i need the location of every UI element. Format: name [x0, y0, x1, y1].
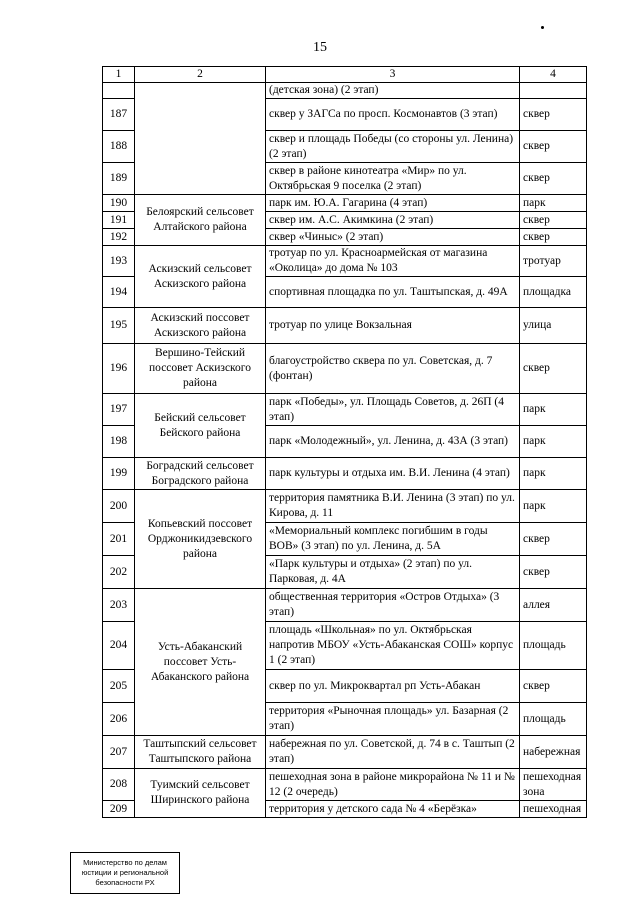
row-number: 195: [103, 308, 135, 344]
municipality-cell: Аскизский сельсовет Аскизского района: [135, 246, 266, 308]
table-row: [103, 83, 587, 99]
table-row: [103, 195, 587, 212]
row-number: 205: [103, 670, 135, 703]
row-number: 189: [103, 163, 135, 195]
row-number: 207: [103, 736, 135, 769]
type-cell: площадь: [520, 703, 587, 736]
row-number: 192: [103, 229, 135, 246]
row-number: 198: [103, 426, 135, 458]
row-number: 200: [103, 490, 135, 523]
object-cell: парк им. Ю.А. Гагарина (4 этап): [266, 195, 520, 212]
type-cell: парк: [520, 426, 587, 458]
table-row: [103, 308, 587, 344]
page-number: 15: [313, 40, 327, 55]
object-cell: территория «Рыночная площадь» ул. Базарная (2 этап): [266, 703, 520, 736]
row-number: 191: [103, 212, 135, 229]
table-row: [103, 246, 587, 277]
row-number: 206: [103, 703, 135, 736]
object-cell: сквер по ул. Микроквартал рп Усть-Абакан: [266, 670, 520, 703]
row-number: 188: [103, 131, 135, 163]
municipality-cell: Белоярский сельсовет Алтайского района: [135, 195, 266, 246]
object-cell: спортивная площадка по ул. Таштыпская, д. 49А: [266, 277, 520, 308]
object-cell: территория у детского сада № 4 «Берёзка»: [266, 801, 520, 818]
type-cell: парк: [520, 490, 587, 523]
type-cell: парк: [520, 458, 587, 490]
municipality-cell: Усть-Абаканский поссовет Усть-Абаканского района: [135, 589, 266, 736]
object-cell: «Мемориальный комплекс погибшим в годы ВОВ» (3 этап) по ул. Ленина, д. 5А: [266, 523, 520, 556]
type-cell: пешеходная: [520, 801, 587, 818]
object-cell: общественная территория «Остров Отдыха» (3 этап): [266, 589, 520, 622]
type-cell: сквер: [520, 344, 587, 394]
object-cell: площадь «Школьная» по ул. Октябрьская напротив МБОУ «Усть-Абаканская СОШ» корпус 1 (2 этап): [266, 622, 520, 670]
municipality-cell: Туимский сельсовет Ширинского района: [135, 769, 266, 818]
object-cell: «Парк культуры и отдыха» (2 этап) по ул. Парковая, д. 4А: [266, 556, 520, 589]
object-cell: сквер в районе кинотеатра «Мир» по ул. Октябрьская 9 поселка (2 этап): [266, 163, 520, 195]
object-cell: (детская зона) (2 этап): [266, 83, 520, 99]
row-number: 204: [103, 622, 135, 670]
objects-table: [102, 66, 587, 818]
object-cell: парк «Молодежный», ул. Ленина, д. 43А (3 этап): [266, 426, 520, 458]
header-col-2: 2: [135, 67, 266, 83]
type-cell: парк: [520, 195, 587, 212]
municipality-cell: Аскизский поссовет Аскизского района: [135, 308, 266, 344]
object-cell: тротуар по ул. Красноармейская от магазина «Околица» до дома № 103: [266, 246, 520, 277]
type-cell: сквер: [520, 556, 587, 589]
object-cell: набережная по ул. Советской, д. 74 в с. Таштып (2 этап): [266, 736, 520, 769]
row-number: 193: [103, 246, 135, 277]
object-cell: тротуар по улице Вокзальная: [266, 308, 520, 344]
row-number: 196: [103, 344, 135, 394]
type-cell: тротуар: [520, 246, 587, 277]
header-col-1: 1: [103, 67, 135, 83]
type-cell: сквер: [520, 99, 587, 131]
row-number: 190: [103, 195, 135, 212]
type-cell: набережная: [520, 736, 587, 769]
table-row: [103, 394, 587, 426]
object-cell: парк культуры и отдыха им. В.И. Ленина (4 этап): [266, 458, 520, 490]
ink-dot: [541, 26, 544, 29]
municipality-cell: [135, 83, 266, 195]
type-cell: улица: [520, 308, 587, 344]
object-cell: пешеходная зона в районе микрорайона № 11 и № 12 (2 очередь): [266, 769, 520, 801]
table-row: [103, 769, 587, 801]
type-cell: площадь: [520, 622, 587, 670]
table-row: [103, 490, 587, 523]
header-col-4: 4: [520, 67, 587, 83]
municipality-cell: Вершино-Тейский поссовет Аскизского района: [135, 344, 266, 394]
type-cell: сквер: [520, 212, 587, 229]
type-cell: [520, 83, 587, 99]
table-row: [103, 736, 587, 769]
row-number: 201: [103, 523, 135, 556]
table-row: [103, 458, 587, 490]
object-cell: сквер им. А.С. Акимкина (2 этап): [266, 212, 520, 229]
row-number: [103, 83, 135, 99]
municipality-cell: Таштыпский сельсовет Таштыпского района: [135, 736, 266, 769]
type-cell: сквер: [520, 163, 587, 195]
object-cell: территория памятника В.И. Ленина (3 этап) по ул. Кирова, д. 11: [266, 490, 520, 523]
object-cell: парк «Победы», ул. Площадь Советов, д. 26П (4 этап): [266, 394, 520, 426]
row-number: 197: [103, 394, 135, 426]
type-cell: пешеходная зона: [520, 769, 587, 801]
row-number: 187: [103, 99, 135, 131]
object-cell: благоустройство сквера по ул. Советская, д. 7 (фонтан): [266, 344, 520, 394]
table-row: [103, 344, 587, 394]
type-cell: сквер: [520, 229, 587, 246]
row-number: 199: [103, 458, 135, 490]
row-number: 202: [103, 556, 135, 589]
row-number: 208: [103, 769, 135, 801]
object-cell: сквер «Чиныс» (2 этап): [266, 229, 520, 246]
row-number: 194: [103, 277, 135, 308]
type-cell: аллея: [520, 589, 587, 622]
type-cell: сквер: [520, 670, 587, 703]
row-number: 209: [103, 801, 135, 818]
ministry-stamp: Министерство по делам юстиции и региональной безопасности РХ: [70, 852, 180, 894]
municipality-cell: Копьевский поссовет Орджоникидзевского района: [135, 490, 266, 589]
type-cell: сквер: [520, 523, 587, 556]
header-row: [103, 67, 587, 83]
object-cell: сквер и площадь Победы (со стороны ул. Ленина) (2 этап): [266, 131, 520, 163]
row-number: 203: [103, 589, 135, 622]
header-col-3: 3: [266, 67, 520, 83]
table-row: [103, 589, 587, 622]
type-cell: сквер: [520, 131, 587, 163]
object-cell: сквер у ЗАГСа по просп. Космонавтов (3 этап): [266, 99, 520, 131]
type-cell: парк: [520, 394, 587, 426]
municipality-cell: Бейский сельсовет Бейского района: [135, 394, 266, 458]
type-cell: площадка: [520, 277, 587, 308]
municipality-cell: Боградский сельсовет Боградского района: [135, 458, 266, 490]
